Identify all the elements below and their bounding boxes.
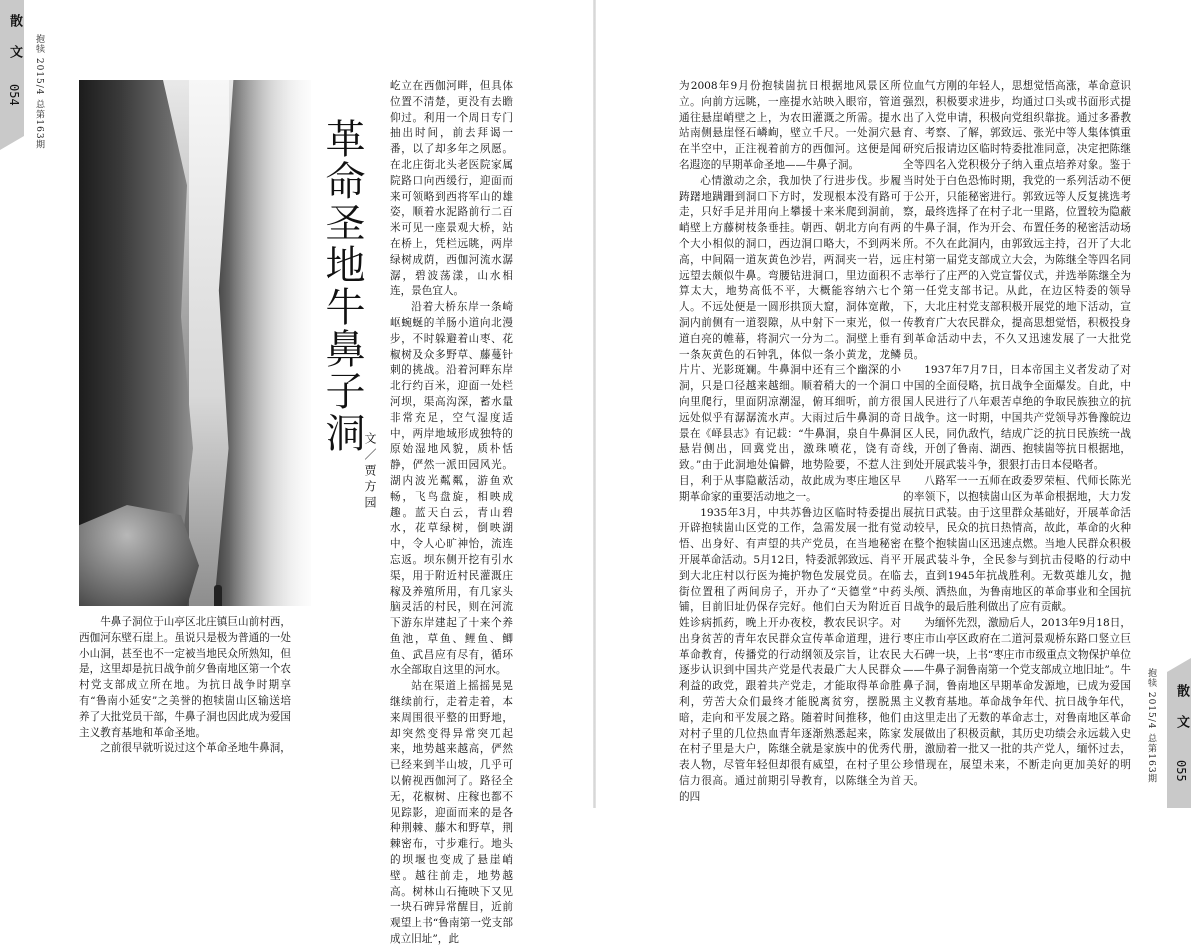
left-section-tab-point <box>0 136 24 150</box>
right-page-number: 055 <box>1174 760 1188 782</box>
paragraph: 为缅怀先烈，激励后人，2013年9月18日，枣庄市山亭区政府在二道河景观桥东路口竖立巨大石碑一块，上书“枣庄市市级重点文物保护单位——牛鼻子洞鲁南第一个党支部成立地旧址”。牛鼻子洞，鲁南地区早期革命发源地，已成为爱国主义教育基地。革命战争年代、抗日战争年代，由这里走出了无数的革命志士，对鲁南地区革命发展做出了积极贡献，其历史功绩会永远载入史册，激励着一批又一批的共产党人，缅怀过去，珍惜现在，展望未来，不断走向更加美好的明天。 <box>903 617 1131 788</box>
left-page <box>0 0 596 946</box>
right-section-label: 散文 <box>1174 684 1189 746</box>
article-title: 革命圣地牛鼻子洞 <box>319 118 365 454</box>
paragraph: 之前很早就听说过这个革命圣地牛鼻洞， <box>100 742 291 755</box>
left-issue-info: 抱犊 2015/4 总第163期 <box>34 34 44 150</box>
paragraph: 心情激动之余，我加快了行进步伐。步履踌躇地蹒跚到洞口下方时，发现根本没有路可走，只好手足并用向上攀援十来米爬到洞前，峭壁上方藤树枝条垂挂。朝西、朝北方向有两个大小相似的洞口，西边洞口略大，不到两米高，中间隔一道灰黄色沙岩，两洞夹一岩，远远望去颇似牛鼻。弯腰钻进洞口，里边面积不算太大，地势高低不平，大概能容纳六七个人。不远处便是一圆形拱顶大窟，洞体宽敞，洞内前侧有一道裂隙，从中射下一束光，似一道白亮的帷幕，将洞穴一分为二。洞壁上垂有一条灰黄色的石钟乳，体似一条小黄龙，龙鳞片片、光影斑斓。牛鼻洞中还有三个幽深的小洞，只是口径越来越细。顺着稍大的一个洞口向里爬行，里面阴凉潮湿，俯耳细听，前方很远处似乎有潺潺流水声。大雨过后牛鼻洞的奇景在《峄县志》有记载：“牛鼻洞，泉自牛鼻洞悬岩侧出，回冀党出，激珠喷花，饶有奇致。”由于此洞地处偏僻，地势险要，不惹人注目，利于从事隐蔽活动，故此成为枣庄地区早期革命家的重要活动地之一。 <box>679 174 901 503</box>
left-page-number: 054 <box>7 84 21 106</box>
paragraph: 屹立在西伽河畔，但具体位置不清楚，更没有去瞻仰过。利用一个周日专门抽出时间，前去拜谒一番，以了却多年之夙愿。在北庄街北头老医院家属院路口向西缓行，迎面而来可领略到西将军山的雄姿，顺着水泥路前行二百米可见一座景观大桥，站在桥上，凭栏远眺，两岸绿树成荫，西伽河流水潺潺，碧波荡漾，山水相连，景色宜人。 <box>390 80 513 298</box>
photo-boulder <box>79 505 199 606</box>
paragraph: 八路军一一五师在政委罗荣桓、代师长陈光的率领下，以抱犊崮山区为革命根据地，大力发展抗日武装。由于这里群众基础好，开展革命活动较早，民众的抗日热情高，故此，革命的火种在整个抱犊崮山区迅速点燃。当地人民群众积极开展武装斗争，全民参与到抗击侵略的行动中去，直到1945年抗战胜利。无数英雄儿女，抛头颅、洒热血，为鲁南地区的革命事业和全国抗日战争的最后胜利做出了应有贡献。 <box>903 474 1131 614</box>
left-section-label: 散文 <box>7 14 22 76</box>
right-section-tab-point <box>1167 658 1191 672</box>
right-column-b <box>903 79 1131 790</box>
left-column-b <box>79 615 291 757</box>
paragraph: 为2008年9月份抱犊崮抗日根据地风景区所立。向前方远眺，一座提水站映入眼帘，管道通往悬崖峭壁之上，为农田灌溉之所需。提水站南侧悬崖怪石嶙峋，壁立千尺。一处洞穴悬在半空中，正注视着前方的西伽河。这便是闻名遐迩的早期革命圣地——牛鼻子洞。 <box>679 80 901 171</box>
paragraph: 1937年7月7日，日本帝国主义者发动了对中国的全面侵略，抗日战争全面爆发。自此，中国人民进行了八年艰苦卓绝的争取民族独立的抗日战争。这一时期，中国共产党领导苏鲁豫皖边区人民，同仇敌忾，结成广泛的抗日民族统一战线，开创了鲁南、湖西、抱犊崮等抗日根据地，到处开展武装斗争，狠狠打击日本侵略者。 <box>903 364 1131 472</box>
photo-fade <box>229 80 311 606</box>
right-page <box>596 0 1191 808</box>
right-column-a <box>679 79 901 806</box>
paragraph: 位血气方刚的年轻人，思想觉悟高涨，革命意识强烈，积极要求进步，均通过口头或书面形式提出了入党申请，积极向党组织靠拢。通过多番教育、考察、了解，郭致远、张光中等人集体慎重研究后报请边区临时特委批准同意，决定把陈继全等四名入党积极分子纳入重点培养对象。鉴于当时处于白色恐怖时期，我党的一系列活动不便于公开，只能秘密进行。郭致远等人反复挑选考察，最终选择了在村子北一里路，位置较为隐蔽的牛鼻子洞，作为开会、布置任务的秘密活动场所。不久在此洞内，由郭致远主持，召开了大北庄村第一届党支部成立大会，为陈继全等四名同志举行了庄严的入党宣誓仪式，并选举陈继全为第一任党支部书记。从此，在边区特委的领导下，大北庄村党支部积极开展党的地下活动，宣传教育广大农民群众，提高思想觉悟，积极投身到革命活动中去，不久又迅速发展了一大批党员。 <box>903 80 1131 361</box>
paragraph: 站在渠道上摇摇晃晃继续前行，走着走着，本来周围很平整的田野地，却突然变得异常突兀起来，地势越来越高，俨然已经来到半山坡，几乎可以俯视西伽河了。路径全无，花椒树、庄稼也都不见踪影，迎面而来的是各种荆棘、藤木和野草，荆棘密布，寸步难行。地头的坝堰也变成了悬崖峭壁。越往前走，地势越高。树林山石掩映下又见一块石碑异常醒目，近前观望上书“鲁南第一党支部成立旧址”，此 <box>390 680 513 946</box>
left-column-a <box>390 79 513 948</box>
photo-hiker <box>214 585 222 606</box>
paragraph: 沿着大桥东岸一条崎岖蜿蜒的羊肠小道向北漫步，不时躲避着山枣、花椒树及众多野草、藤蔓针刺的挑战。沿着河畔东岸北行约百米，迎面一处栏河坝，渠高沟深，蓄水量非常充足，空气湿度适中，两岸地域形成独特的原始湿地风貌，质朴恬静，俨然一派田园风光。湖内波光粼粼，游鱼欢畅，飞鸟盘旋，相映成趣。蓝天白云，青山碧水，花草绿树，倒映湖中，令人心旷神怡，流连忘返。坝东侧开挖有引水渠，用于附近村民灌溉庄稼及养殖所用，有几家头脑灵活的村民，则在河流下游东岸建起了十来个养鱼池，草鱼、鲤鱼、鲫鱼、武昌应有尽有，循环水全部取自这里的河水。 <box>390 301 513 677</box>
paragraph: 牛鼻子洞位于山亭区北庄镇巨山前村西，西伽河东壁石崖上。虽说只是极为普通的一处小山洞，甚至也不一定被当地民众所熟知，但是，这里却是抗日战争前夕鲁南地区第一个农村党支部成立所在地。为抗日战争时期享有“鲁南小延安”之美誉的抱犊崮山区输送培养了大批党员干部，牛鼻子洞也因此成为爱国主义教育基地和革命圣地。 <box>79 616 291 739</box>
right-issue-info: 抱犊 2015/4 总第163期 <box>1146 668 1156 784</box>
canyon-photo <box>79 80 311 606</box>
article-byline: 文／贾方园 <box>363 432 377 512</box>
paragraph: 1935年3月，中共苏鲁边区临时特委提出开辟抱犊崮山区党的工作，急需发展一批有觉悟、出身好、有声望的共产党员，在当地秘密开展革命活动。5月12日，特委派郭致远、肖平到大北庄村以行医为掩护物色发展党员。在临街位置租了两间房子，开办了“天德堂”中药铺，目前旧址仍保存完好。他们白天为附近百姓诊病抓药，晚上开办夜校，教农民识字。对出身贫苦的青年农民群众宣传革命道理，进行革命教育，传播党的行动纲领及宗旨，让农民逐步认识到中国共产党是代表最广大人民群众利益的政党，跟着共产党走，才能取得革命胜利，劳苦大众们最终才能脱离贫穷，摆脱黑暗，走向和平发展之路。随着时间推移，他们对村子里的几位热血青年逐渐熟悉起来，陈家在村子里是大户，陈继全就是家族中的优秀代表人物，尽管年轻但却很有威望，在村子里公信力很高。通过前期引导教育，以陈继全为首的四 <box>679 506 901 803</box>
